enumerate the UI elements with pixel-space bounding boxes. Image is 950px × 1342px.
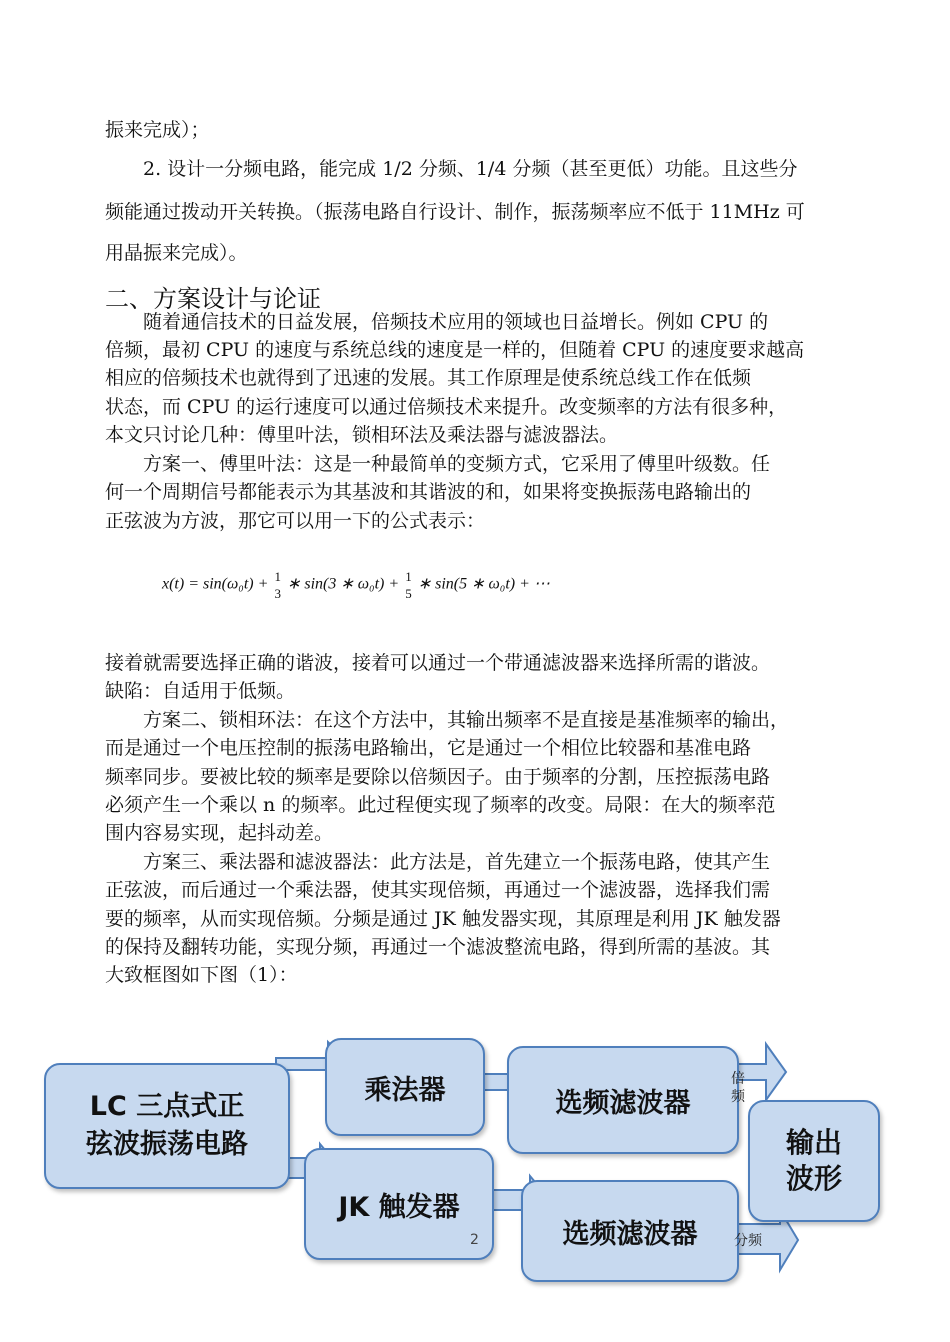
multiply-label-char: 倍: [731, 1071, 745, 1087]
paragraph-line: 而是通过一个电压控制的振荡电路输出，它是通过一个相位比较器和基准电路: [105, 737, 752, 759]
output-label-line2: 波形: [785, 1162, 842, 1195]
paragraph-line: 方案三、乘法器和滤波器法：此方法是，首先建立一个振荡电路，使其产生: [105, 851, 771, 873]
fraction-denominator: 3: [274, 586, 281, 601]
page-number: 2: [470, 1232, 479, 1248]
jk-flipflop-box: [304, 1148, 494, 1260]
divide-label: 分频: [734, 1233, 762, 1249]
paragraph-line: 随着通信技术的日益发展，倍频技术应用的领域也日益增长。例如 CPU 的: [105, 311, 769, 333]
text-line: 2. 设计一分频电路，能完成 1/2 分频、1/4 分频（甚至更低）功能。且这些分: [105, 158, 798, 180]
multiplier-label: 乘法器: [364, 1074, 446, 1106]
text-line: 频能通过拨动开关转换。（振荡电路自行设计、制作，振荡频率应不低于 11MHz 可: [105, 201, 805, 223]
multiply-label: [728, 1070, 748, 1106]
paragraph-line: 正弦波，而后通过一个乘法器，使其实现倍频，再通过一个滤波器，选择我们需: [105, 879, 771, 901]
paragraph-line: 的保持及翻转功能，实现分频，再通过一个滤波整流电路，得到所需的基波。其: [105, 936, 771, 958]
formula-lhs: x(t) = sin(ω₀t) +: [162, 575, 269, 593]
multiply-label-char: 频: [731, 1089, 745, 1105]
formula-rhs: ∗ sin(5 ∗ ω₀t) + ⋯: [417, 575, 550, 593]
multiplier-box: [325, 1038, 485, 1136]
fraction-numerator: 1: [405, 569, 412, 584]
oscillator-box: [44, 1063, 290, 1189]
filter-top-label: 选频滤波器: [555, 1087, 691, 1119]
text-line: 用晶振来完成）。: [105, 242, 248, 264]
paragraph-line: 必须产生一个乘以 n 的频率。此过程便实现了频率的改变。局限：在大的频率范: [105, 794, 776, 816]
paragraph-line: 方案一、傅里叶法：这是一种最简单的变频方式，它采用了傅里叶级数。任: [105, 453, 771, 475]
output-box: [748, 1100, 880, 1222]
paragraph-line: 大致框图如下图（1）：: [105, 964, 298, 986]
paragraph-line: 围内容易实现，起抖动差。: [105, 822, 334, 844]
section-heading: 二、方案设计与论证: [105, 285, 321, 313]
fourier-formula: [162, 568, 550, 602]
jk-flipflop-label: JK 触发器: [338, 1191, 460, 1223]
paragraph-line: 正弦波为方波，那它可以用一下的公式表示：: [105, 510, 486, 532]
oscillator-label-line2: 弦波振荡电路: [86, 1129, 248, 1160]
paragraph-line: 何一个周期信号都能表示为其基波和其谐波的和，如果将变换振荡电路输出的: [105, 481, 752, 503]
paragraph-line: 本文只讨论几种：傅里叶法，锁相环法及乘法器与滤波器法。: [105, 424, 619, 446]
filter-top-box: [507, 1046, 739, 1154]
paragraph-line: 相应的倍频技术也就得到了迅速的发展。其工作原理是使系统总线工作在低频: [105, 367, 752, 389]
filter-bottom-label: 选频滤波器: [562, 1218, 698, 1250]
paragraph-line: 频率同步。要被比较的频率是要除以倍频因子。由于频率的分割，压控振荡电路: [105, 766, 771, 788]
formula-fraction: [405, 568, 412, 602]
output-label-line1: 输出: [785, 1126, 842, 1159]
oscillator-label-line1: LC 三点式正: [89, 1091, 245, 1122]
fraction-numerator: 1: [274, 569, 281, 584]
formula-mid: ∗ sin(3 ∗ ω₀t) +: [286, 575, 400, 593]
paragraph-line: 状态，而 CPU 的运行速度可以通过倍频技术来提升。改变频率的方法有很多种，: [105, 396, 788, 418]
paragraph-line: 要的频率，从而实现倍频。分频是通过 JK 触发器实现，其原理是利用 JK 触发器: [105, 908, 781, 930]
filter-bottom-box: [521, 1180, 739, 1282]
fraction-denominator: 5: [405, 586, 412, 601]
paragraph-line: 方案二、锁相环法：在这个方法中，其输出频率不是直接是基准频率的输出，: [105, 709, 790, 731]
paragraph-line: 缺陷：自适用于低频。: [105, 680, 296, 702]
formula-fraction: [274, 568, 281, 602]
block-diagram: [0, 1030, 950, 1300]
paragraph-line: 倍频，最初 CPU 的速度与系统总线的速度是一样的，但随着 CPU 的速度要求越高: [105, 339, 805, 361]
paragraph-line: 接着就需要选择正确的谐波，接着可以通过一个带通滤波器来选择所需的谐波。: [105, 652, 771, 674]
text-line: 振来完成）；: [105, 119, 210, 141]
